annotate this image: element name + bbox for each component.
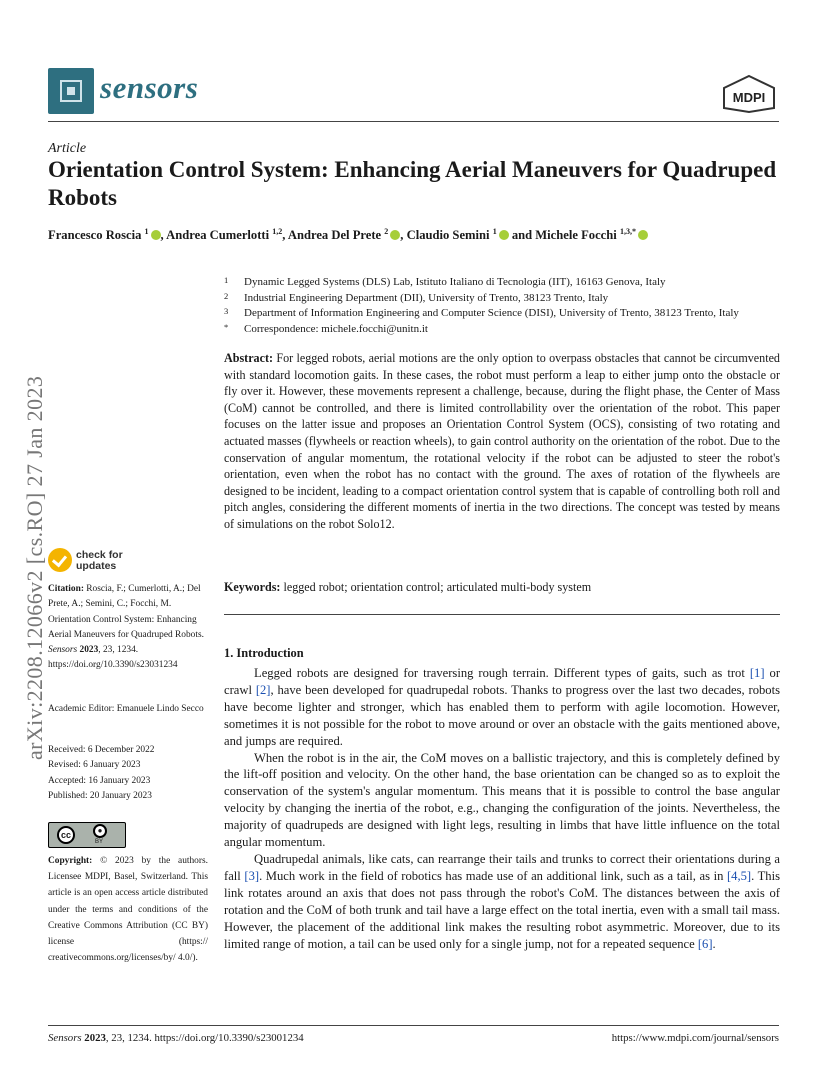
paragraph: Legged robots are designed for traversing rough terrain. Different types of gaits, such as trot [1] or crawl [2], have been developed for quadrupedal robots. Thanks to progress over the last two decades, robots have become lighter and stronger, which has enabled them to perform with agile locomotion. However, sometimes it is not possible for the robot to move around or over an obstacle with the gaits mentioned above, and jumps are required. (224, 666, 781, 748)
citation-block (48, 582, 208, 674)
mdpi-logo-icon (720, 74, 778, 114)
citation-link[interactable]: [4,5] (726, 868, 752, 883)
author-name: Andrea Del Prete (287, 228, 382, 243)
affiliation-text: Dynamic Legged Systems (DLS) Lab, Istituto Italiano di Tecnologia (IIT), 16163 Genova, Italy (244, 276, 666, 288)
author-name: Francesco Roscia (48, 228, 142, 243)
copyright-label: Copyright: (48, 856, 93, 866)
author-affiliation-mark: 1,3,* (619, 227, 636, 236)
citation-year: 2023 (79, 645, 99, 656)
citation-link[interactable]: [6] (697, 936, 713, 951)
abstract (224, 350, 780, 533)
citation-link[interactable]: [3] (244, 868, 260, 883)
affiliation-item (224, 322, 784, 338)
keywords-label: Keywords: (224, 580, 281, 594)
published-date: Published: 20 January 2023 (48, 790, 152, 801)
affiliation-text: Department of Information Engineering and Computer Science (DISI), University of Trento, 38123 Trento, Italy (244, 307, 739, 319)
abstract-text: For legged robots, aerial motions are the only option to overpass obstacles that cannot be circumvented with standard locomotion gaits. In these cases, the robot must perform a leap to either jump onto the obstacle or fly over it. However, these movements represent a challenge, because, during the flight phase, the Center of Mass (CoM) cannot be controlled, and there is limited controllability over the orientation of the robot. This paper focuses on the latter issue and proposes an Orientation Control System (OCS), consisting of two rotating and actuated masses (flywheels or reaction wheels), to gain control authority on the orientation of the robot. Due to the conservation of angular momentum, the rotational velocity if the robot can be adjusted to steer the robot's orientation, even when the robot has no contact with the ground. The axes of rotation of the flywheels are designed to be incident, leading to a compact orientation control system that is capable of controlling both roll and pitch angles, considering the different moments of inertia in the two directions. The concept was tested by means of simulations on the robot Solo12. (224, 351, 780, 531)
author-name: Andrea Cumerlotti (166, 228, 270, 243)
author-affiliation-mark: 1 (144, 227, 149, 236)
footer-doi[interactable]: , 23, 1234. https://doi.org/10.3390/s23001234 (105, 1032, 304, 1044)
paragraph: Quadrupedal animals, like cats, can rearrange their tails and trunks to correct their orientations during a fall [3]. Much work in the field of robotics has made use of an additional link, such as a tail, as in [4,5]. This link rotates around an axis that does not pass through the robot's CoM. The distances between the axis of rotation and the CoM of both trunk and tail have a large effect on the total inertia, even with a small tail mass. However, the placement of the additional link makes the resulting robot asymmetric. Moreover, due to its limited range of motion, a tail can be used only for a single jump, not for a repeated sequence [6]. (224, 851, 780, 951)
abstract-label: Abstract: (224, 351, 274, 365)
footer-citation (48, 1032, 304, 1044)
orcid-icon[interactable] (390, 230, 400, 240)
journal-name: sensors (100, 70, 199, 105)
author-affiliation-mark: 1 (492, 227, 497, 236)
footer-journal-url[interactable]: https://www.mdpi.com/journal/sensors (611, 1032, 779, 1044)
cc-icon: cc (57, 826, 75, 844)
orcid-icon[interactable] (499, 230, 509, 240)
affiliations (224, 275, 784, 337)
citation-label: Citation: (48, 584, 84, 594)
affiliation-item (224, 275, 784, 291)
affiliation-number: 3 (224, 306, 229, 316)
affiliation-item (224, 306, 784, 322)
paragraph: When the robot is in the air, the CoM moves on a ballistic trajectory, and this is completely defined by the lift-off position and velocity. On the other hand, the base orientation can be changed so as to exploit the conservation of the system's angular momentum. This means that it is possible to control the base angular velocity by changing the inertia of the robot, e.g., changing the configuration of the joints. Nevertheless, the majority of quadrupeds are designed with light legs, resulting in limbs that have little influence on the total angular momentum. (224, 750, 780, 850)
author-name: Claudio Semini (406, 228, 490, 243)
affiliation-number: 2 (224, 290, 229, 301)
copyright-notice (48, 853, 208, 966)
citation-doi[interactable]: , 23, 1234. https://doi.org/10.3390/s23031234 (48, 645, 178, 671)
article-type: Article (48, 141, 87, 156)
by-label: BY (95, 839, 104, 845)
orcid-icon[interactable] (638, 230, 648, 240)
footer-journal: Sensors (48, 1032, 82, 1044)
orcid-icon[interactable] (151, 230, 161, 240)
author-affiliation-mark: 1,2 (272, 227, 283, 236)
publication-dates (48, 743, 208, 804)
journal-logo-icon (48, 68, 94, 114)
affiliation-number: 1 (224, 275, 229, 285)
checkmark-icon (48, 548, 72, 572)
citation-text: Roscia, F.; Cumerlotti, A.; Del Prete, A.; Semini, C.; Focchi, M. Orientation Control System: Enhancing Aerial Maneuvers for Quadruped Robots. (48, 584, 204, 640)
footer-year: 2023 (84, 1032, 106, 1044)
author-list: Francesco Roscia $^1$ , Andrea Cumerlotti $^{1,2}$, Andrea Del Prete $^2$ , Claudio Semini $^1$ and Michele Focchi $^{1,3,*}$ (48, 227, 808, 243)
header-divider (48, 121, 779, 122)
intro-body (224, 665, 780, 952)
author-affiliation-mark: 2 (384, 227, 389, 236)
academic-editor: Academic Editor: Emanuele Lindo Secco (48, 704, 204, 714)
person-icon: ● (93, 824, 107, 838)
affiliation-text: Industrial Engineering Department (DII), University of Trento, 38123 Trento, Italy (244, 291, 609, 304)
received-date: Received: 6 December 2022 (48, 745, 155, 755)
author-name: Michele Focchi (535, 228, 617, 243)
keywords (224, 580, 780, 595)
correspondence-email[interactable]: Correspondence: michele.focchi@unitn.it (244, 322, 428, 335)
cc-by-license-icon[interactable] (48, 822, 126, 848)
check-for-updates-button[interactable] (48, 548, 138, 574)
footer-divider (48, 1025, 779, 1026)
abstract-divider (224, 614, 780, 615)
paper-title: Orientation Control System: Enhancing Aerial Maneuvers for Quadruped Robots (48, 157, 777, 210)
accepted-date: Accepted: 16 January 2023 (48, 775, 151, 786)
revised-date: Revised: 6 January 2023 (48, 760, 141, 771)
check-updates-label: check for updates (76, 549, 123, 572)
citation-journal: Sensors (48, 645, 78, 656)
citation-link[interactable]: [2] (255, 682, 271, 697)
arxiv-stamp: arXiv:2208.12066v2 [cs.RO] 27 Jan 2023 (22, 375, 47, 760)
mdpi-logo-text: MDPI (732, 90, 766, 105)
affiliation-item (224, 291, 784, 307)
copyright-text: © 2023 by the authors. Licensee MDPI, Basel, Switzerland. This article is an open access article distributed under the terms and conditions of the Creative Commons Attribution (CC BY) license (https:// creativecommons.org/licenses/by/ 4.0/). (48, 856, 208, 964)
affiliation-number: * (224, 321, 229, 332)
citation-link[interactable]: [1] (749, 666, 765, 680)
keywords-text: legged robot; orientation control; articulated multi-body system (283, 580, 592, 594)
section-heading: 1. Introduction (224, 646, 304, 660)
